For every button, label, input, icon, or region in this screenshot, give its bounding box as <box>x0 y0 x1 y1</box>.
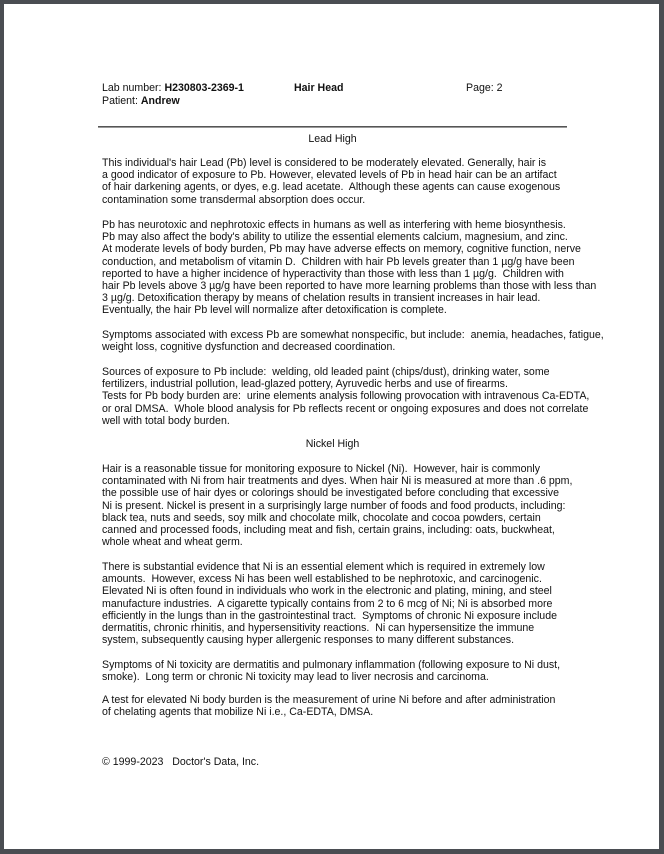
lead-paragraph-1: This individual's hair Lead (Pb) level is considered to be moderately elevated. Generally, hair is a good indicator of exposure to Pb. However, elevated levels of Pb in head hair can be an artifact of hair darkening agents, or dyes, e.g. lead acetate. Although these agents can cause exogenous contamination some transdermal absorption does occur. <box>102 157 561 206</box>
test-name: Hair Head <box>294 82 344 94</box>
patient-label: Patient: <box>102 95 141 107</box>
nickel-paragraph-1: Hair is a reasonable tissue for monitoring exposure to Nickel (Ni). However, hair is commonly contaminated with Ni from hair treatments and dyes. When hair Ni is measured at more than .6 ppm, the possible use of hair dyes or colorings should be investigated before concluding that excessive Ni is present. Nickel is present in a surprisingly large number of foods and food products, including: black tea, nuts and seeds, soy milk and chocolate milk, chocolate and cocoa powders, certain canned and processed foods, including meat and fish, certain grains, including: oats, buckwheat, whole wheat and wheat germ. <box>102 463 573 549</box>
lead-paragraph-4: Sources of exposure to Pb include: welding, old leaded paint (chips/dust), drinking water, some fertilizers, industrial pollution, lead-glazed pottery, Ayruvedic herbs and use of firearms. Tests for Pb body burden are: urine elements analysis following provocation with intravenous Ca-EDTA, or oral DMSA. Whole blood analysis for Pb reflects recent or ongoing exposures and does not correlate well with total body burden. <box>102 366 590 427</box>
nickel-paragraph-4: A test for elevated Ni body burden is the measurement of urine Ni before and after administration of chelating agents that mobilize Ni i.e., Ca-EDTA, DMSA. <box>102 694 556 719</box>
lab-number-value: H230803-2369-1 <box>164 82 244 94</box>
header-divider <box>98 126 567 128</box>
section-title-nickel: Nickel High <box>305 438 360 450</box>
patient-name: Andrew <box>140 95 180 107</box>
lab-number <box>102 82 244 95</box>
nickel-paragraph-3: Symptoms of Ni toxicity are dermatitis and pulmonary inflammation (following exposure to Ni dust, smoke). Long term or chronic Ni toxicity may lead to liver necrosis and carcinoma. <box>102 659 561 684</box>
section-title-lead: Lead High <box>308 133 357 145</box>
lead-paragraph-2: Pb has neurotoxic and nephrotoxic effects in humans as well as interfering with heme biosynthesis. Pb may also affect the body's ability to utilize the essential elements calcium, magnesium, and zinc. At moderate levels of body burden, Pb may have adverse effects on memory, cognitive function, nerve conduction, and metabolism of vitamin D. Children with hair Pb levels greater than 1 µg/g have been reported to have a higher incidence of hyperactivity than those with less than 1 µg/g. Children with hair Pb levels above 3 µg/g have been reported to have more learning problems than those with less than 3 µg/g. Detoxification therapy by means of chelation results in transient increases in hair lead. Eventually, the hair Pb level will normalize after detoxification is complete. <box>102 219 597 317</box>
lead-paragraph-3: Symptoms associated with excess Pb are somewhat nonspecific, but include: anemia, headaches, fatigue, weight loss, cognitive dysfunction and decreased coordination. <box>102 329 604 354</box>
patient <box>102 95 180 108</box>
lab-number-label: Lab number: <box>102 82 165 94</box>
nickel-paragraph-2: There is substantial evidence that Ni is an essential element which is required in extremely low amounts. However, excess Ni has been well established to be nephrotoxic, and carcinogenic. Elevated Ni is often found in individuals who work in the electronic and plating, mining, and steel manufacture industries. A cigarette typically contains from 2 to 6 mcg of Ni; Ni is absorbed more efficiently in the lungs than in the gastrointestinal tract. Symptoms of chronic Ni exposure include dermatitis, chronic rhinitis, and hypersensitivity reactions. Ni can hypersensitize the immune system, subsequently causing hyper allergenic responses to many different substances. <box>102 561 557 647</box>
copyright-footer: © 1999-2023 Doctor's Data, Inc. <box>102 756 260 768</box>
page-number: Page: 2 <box>466 82 503 94</box>
